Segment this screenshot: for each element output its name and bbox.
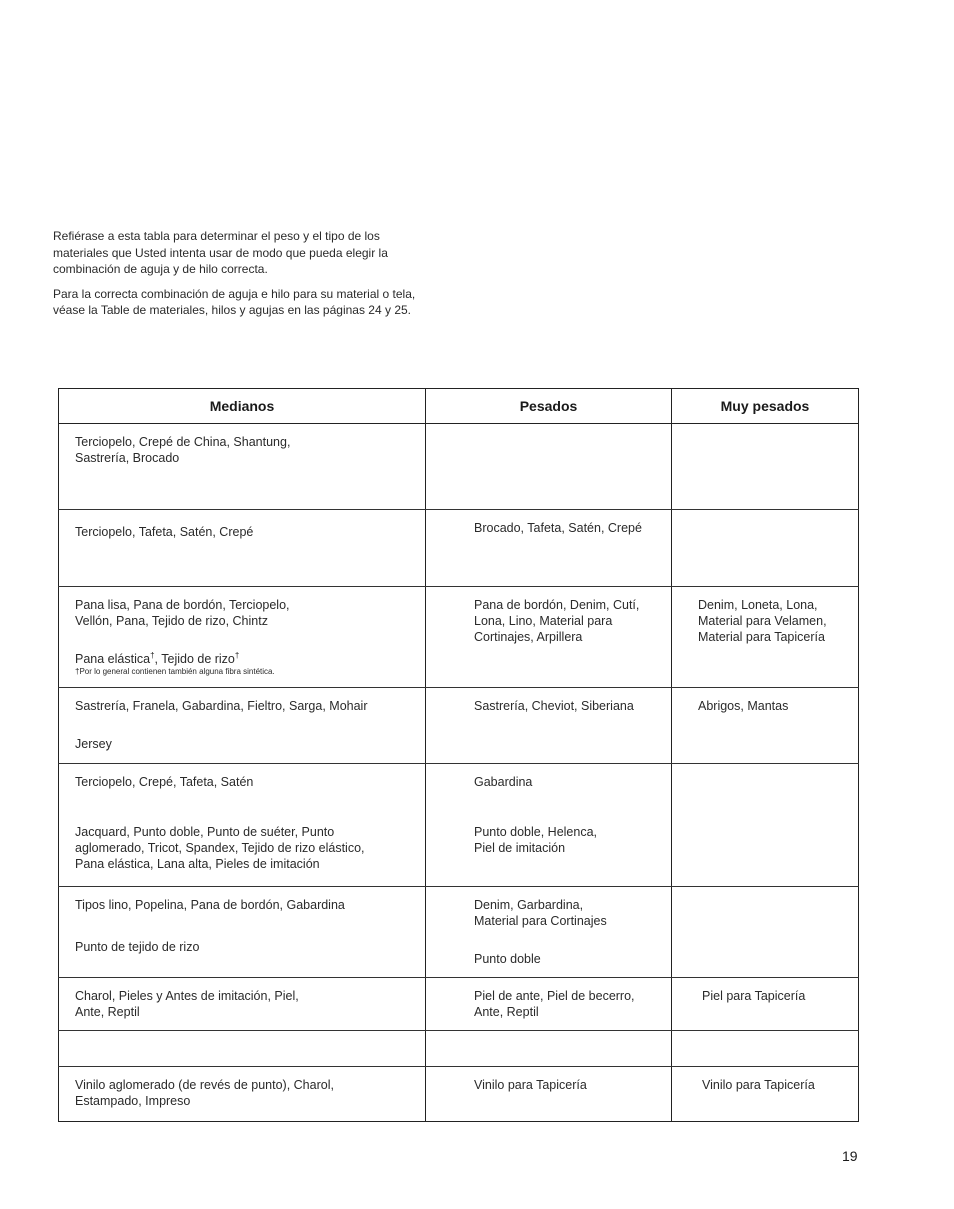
page-number: 19 [842,1148,858,1164]
cell-muy-pesados: Vinilo para Tapicería [672,1067,859,1122]
header-pesados: Pesados [426,389,672,424]
cell-medianos: Terciopelo, Crepé de China, Shantung, Sastrería, Brocado [59,424,426,510]
cell-muy-pesados [672,887,859,978]
cell-medianos: Terciopelo, Tafeta, Satén, Crepé [59,510,426,587]
cell-pesados: Denim, Garbardina, Material para Cortinajes Punto doble [426,887,672,978]
cell-medianos: Charol, Pieles y Antes de imitación, Piel, Ante, Reptil [59,978,426,1031]
cell-pesados: Gabardina Punto doble, Helenca, Piel de imitación [426,764,672,887]
intro-paragraph-1: Refiérase a esta tabla para determinar el peso y el tipo de los materiales que Usted intenta usar de modo que pueda elegir la combinación de aguja y de hilo correcta. [53,229,388,276]
intro-paragraph-2: Para la correcta combinación de aguja e hilo para su material o tela, véase la Table de materiales, hilos y agujas en las páginas 24 y 25. [53,286,416,317]
cell-pesados: Sastrería, Cheviot, Siberiana [426,688,672,764]
cell-medianos: Terciopelo, Crepé, Tafeta, Satén Jacquard, Punto doble, Punto de suéter, Punto aglomerado, Tricot, Spandex, Tejido de rizo elástico, Pana elástica, Lana alta, Pieles de imitación [59,764,426,887]
cell-muy-pesados [672,764,859,887]
cell-medianos: Sastrería, Franela, Gabardina, Fieltro, Sarga, Mohair Jersey [59,688,426,764]
cell-pesados: Piel de ante, Piel de becerro, Ante, Reptil [426,978,672,1031]
table-row [59,587,859,688]
table-row [59,764,859,887]
table-row [59,1067,859,1122]
header-medianos: Medianos [59,389,426,424]
cell-muy-pesados: Denim, Loneta, Lona, Material para Velamen, Material para Tapicería [672,587,859,688]
table-row [59,1031,859,1067]
cell-pesados [426,1031,672,1067]
fabric-weight-table [58,388,859,1122]
table-row [59,688,859,764]
cell-muy-pesados: Piel para Tapicería [672,978,859,1031]
table-row [59,978,859,1031]
cell-muy-pesados [672,1031,859,1067]
cell-medianos [59,1031,426,1067]
cell-medianos: Pana lisa, Pana de bordón, Terciopelo, Vellón, Pana, Tejido de rizo, Chintz Pana elástica†, Tejido de rizo† †Por lo general contienen también alguna fibra sintética. [59,587,426,688]
cell-medianos: Vinilo aglomerado (de revés de punto), Charol, Estampado, Impreso [59,1067,426,1122]
cell-muy-pesados [672,510,859,587]
cell-medianos: Tipos lino, Popelina, Pana de bordón, Gabardina Punto de tejido de rizo [59,887,426,978]
cell-pesados [426,424,672,510]
table-row [59,424,859,510]
cell-pesados: Vinilo para Tapicería [426,1067,672,1122]
intro-text [53,228,438,327]
cell-muy-pesados: Abrigos, Mantas [672,688,859,764]
table-row [59,510,859,587]
header-muy-pesados: Muy pesados [672,389,859,424]
cell-pesados: Brocado, Tafeta, Satén, Crepé [426,510,672,587]
footnote: Por lo general contienen también alguna fibra sintética. [79,667,275,676]
table-header-row [59,389,859,424]
cell-muy-pesados [672,424,859,510]
table-row [59,887,859,978]
cell-pesados: Pana de bordón, Denim, Cutí, Lona, Lino, Material para Cortinajes, Arpillera [426,587,672,688]
